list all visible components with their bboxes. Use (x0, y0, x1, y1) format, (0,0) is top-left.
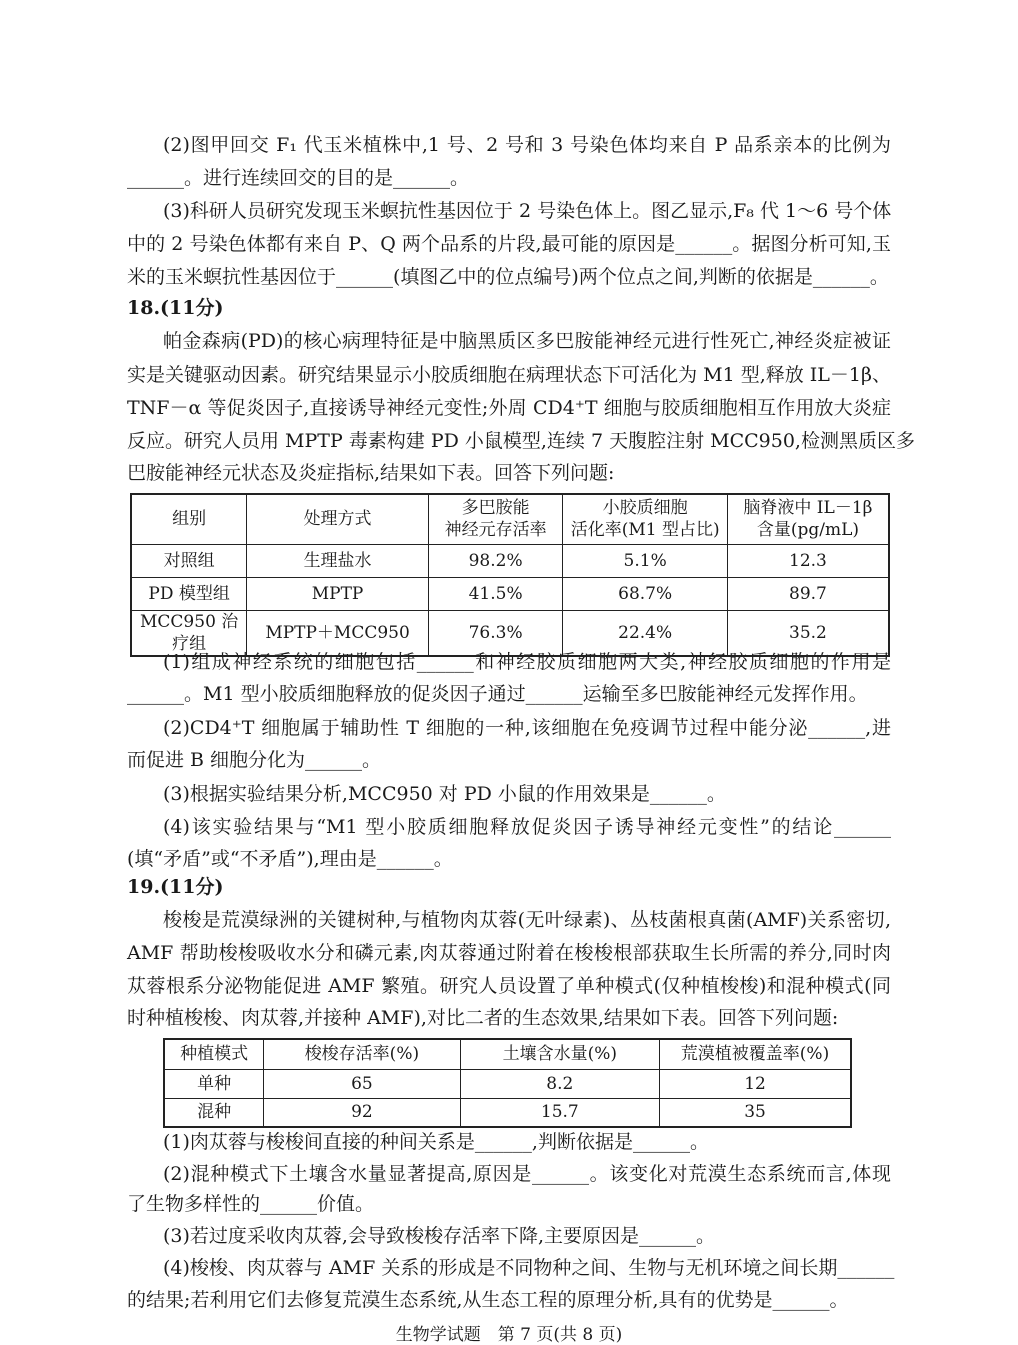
pd-results-table (130, 493, 890, 657)
column-header: 种植模式 (164, 1039, 264, 1069)
table-row (131, 544, 889, 577)
column-header: 小胶质细胞 活化率(M1 型占比) (563, 494, 727, 544)
question-19-intro: 苁蓉根系分泌物能促进 AMF 繁殖。研究人员设置了单种模式(仅种植梭梭)和混种模式(同 (127, 975, 891, 997)
question-17-3: 中的 2 号染色体都有来自 P、Q 两个品系的片段,最可能的原因是______。据图分析可知,玉 (127, 233, 891, 255)
question-18-heading: 18.(11分) (127, 297, 224, 319)
planting-results-table (163, 1038, 852, 1128)
question-18-intro: 巴胺能神经元状态及炎症指标,结果如下表。回答下列问题: (127, 462, 615, 484)
table-cell: 12.3 (727, 544, 889, 577)
table-cell: 5.1% (563, 544, 727, 577)
question-17-2: (2)图甲回交 F₁ 代玉米植株中,1 号、2 号和 3 号染色体均来自 P 品系亲本的比例为 (163, 134, 891, 156)
question-18-1: (1)组成神经系统的细胞包括______和神经胶质细胞两大类,神经胶质细胞的作用是 (163, 651, 891, 673)
question-19-heading: 19.(11分) (127, 876, 224, 898)
question-18-2: (2)CD4⁺T 细胞属于辅助性 T 细胞的一种,该细胞在免疫调节过程中能分泌______,进 (163, 717, 891, 739)
column-header: 脑脊液中 IL－1β 含量(pg/mL) (727, 494, 889, 544)
table-cell: 98.2% (428, 544, 563, 577)
column-header: 组别 (131, 494, 247, 544)
table-cell: 12 (660, 1069, 851, 1098)
table-cell: 92 (264, 1098, 460, 1127)
table-header-row (164, 1039, 851, 1069)
table-row (131, 577, 889, 610)
column-header: 梭梭存活率(%) (264, 1039, 460, 1069)
table-cell: 89.7 (727, 577, 889, 610)
table-cell: 35.2 (727, 610, 889, 656)
page-footer: 生物学试题 第 7 页(共 8 页) (395, 1325, 623, 1345)
question-18-intro: 反应。研究人员用 MPTP 毒素构建 PD 小鼠模型,连续 7 天腹腔注射 MCC950,检测黑质区多 (127, 430, 915, 452)
question-17-3: (3)科研人员研究发现玉米螟抗性基因位于 2 号染色体上。图乙显示,F₈ 代 1～6 号个体 (163, 200, 892, 222)
question-17-2: ______。进行连续回交的目的是______。 (127, 167, 470, 189)
question-19-4: (4)梭梭、肉苁蓉与 AMF 关系的形成是不同物种之间、生物与无机环境之间长期______ (163, 1257, 895, 1279)
table-row (164, 1069, 851, 1098)
table-cell: 68.7% (563, 577, 727, 610)
table-cell: MCC950 治疗组 (131, 610, 247, 656)
table-cell: 混种 (164, 1098, 264, 1127)
column-header: 处理方式 (247, 494, 429, 544)
question-18-4: (填“矛盾”或“不矛盾”),理由是______。 (127, 848, 453, 870)
table-row (164, 1098, 851, 1127)
table-cell: 对照组 (131, 544, 247, 577)
question-19-intro: 梭梭是荒漠绿洲的关键树种,与植物肉苁蓉(无叶绿素)、丛枝菌根真菌(AMF)关系密切, (163, 909, 891, 931)
table-cell: 76.3% (428, 610, 563, 656)
table-cell: PD 模型组 (131, 577, 247, 610)
question-18-intro: 实是关键驱动因素。研究结果显示小胶质细胞在病理状态下可活化为 M1 型,释放 IL－1β、 (127, 364, 891, 386)
table-cell: 15.7 (460, 1098, 659, 1127)
table-cell: MPTP＋MCC950 (247, 610, 429, 656)
table-cell: 22.4% (563, 610, 727, 656)
table-row (131, 610, 889, 656)
column-header: 荒漠植被覆盖率(%) (660, 1039, 851, 1069)
table-cell: 生理盐水 (247, 544, 429, 577)
question-19-3: (3)若过度采收肉苁蓉,会导致梭梭存活率下降,主要原因是______。 (163, 1225, 715, 1247)
question-19-intro: AMF 帮助梭梭吸收水分和磷元素,肉苁蓉通过附着在梭梭根部获取生长所需的养分,同时肉 (127, 942, 891, 964)
question-19-1: (1)肉苁蓉与梭梭间直接的种间关系是______,判断依据是______。 (163, 1131, 709, 1153)
table-cell: 65 (264, 1069, 460, 1098)
table-header-row (131, 494, 889, 544)
question-18-3: (3)根据实验结果分析,MCC950 对 PD 小鼠的作用效果是______。 (163, 783, 726, 805)
question-19-2: (2)混种模式下土壤含水量显著提高,原因是______。该变化对荒漠生态系统而言,体现 (163, 1163, 891, 1185)
question-18-2: 而促进 B 细胞分化为______。 (127, 749, 382, 771)
question-18-1: ______。M1 型小胶质细胞释放的促炎因子通过______运输至多巴胺能神经元发挥作用。 (127, 683, 868, 705)
table-cell: 35 (660, 1098, 851, 1127)
question-17-3: 米的玉米螟抗性基因位于______(填图乙中的位点编号)两个位点之间,判断的依据是______。 (127, 266, 889, 288)
column-header: 土壤含水量(%) (460, 1039, 659, 1069)
table-cell: 单种 (164, 1069, 264, 1098)
question-19-2: 了生物多样性的______价值。 (127, 1193, 375, 1215)
question-18-intro: 帕金森病(PD)的核心病理特征是中脑黑质区多巴胺能神经元进行性死亡,神经炎症被证 (163, 330, 891, 352)
question-18-4: (4)该实验结果与“M1 型小胶质细胞释放促炎因子诱导神经元变性”的结论______ (163, 816, 891, 838)
table-cell: 41.5% (428, 577, 563, 610)
table-cell: 8.2 (460, 1069, 659, 1098)
question-19-intro: 时种植梭梭、肉苁蓉,并接种 AMF),对比二者的生态效果,结果如下表。回答下列问题: (127, 1007, 839, 1029)
question-18-intro: TNF－α 等促炎因子,直接诱导神经元变性;外周 CD4⁺T 细胞与胶质细胞相互作用放大炎症 (127, 397, 891, 419)
column-header: 多巴胺能 神经元存活率 (428, 494, 563, 544)
question-19-4: 的结果;若利用它们去修复荒漠生态系统,从生态工程的原理分析,具有的优势是______。 (127, 1289, 849, 1311)
table-cell: MPTP (247, 577, 429, 610)
